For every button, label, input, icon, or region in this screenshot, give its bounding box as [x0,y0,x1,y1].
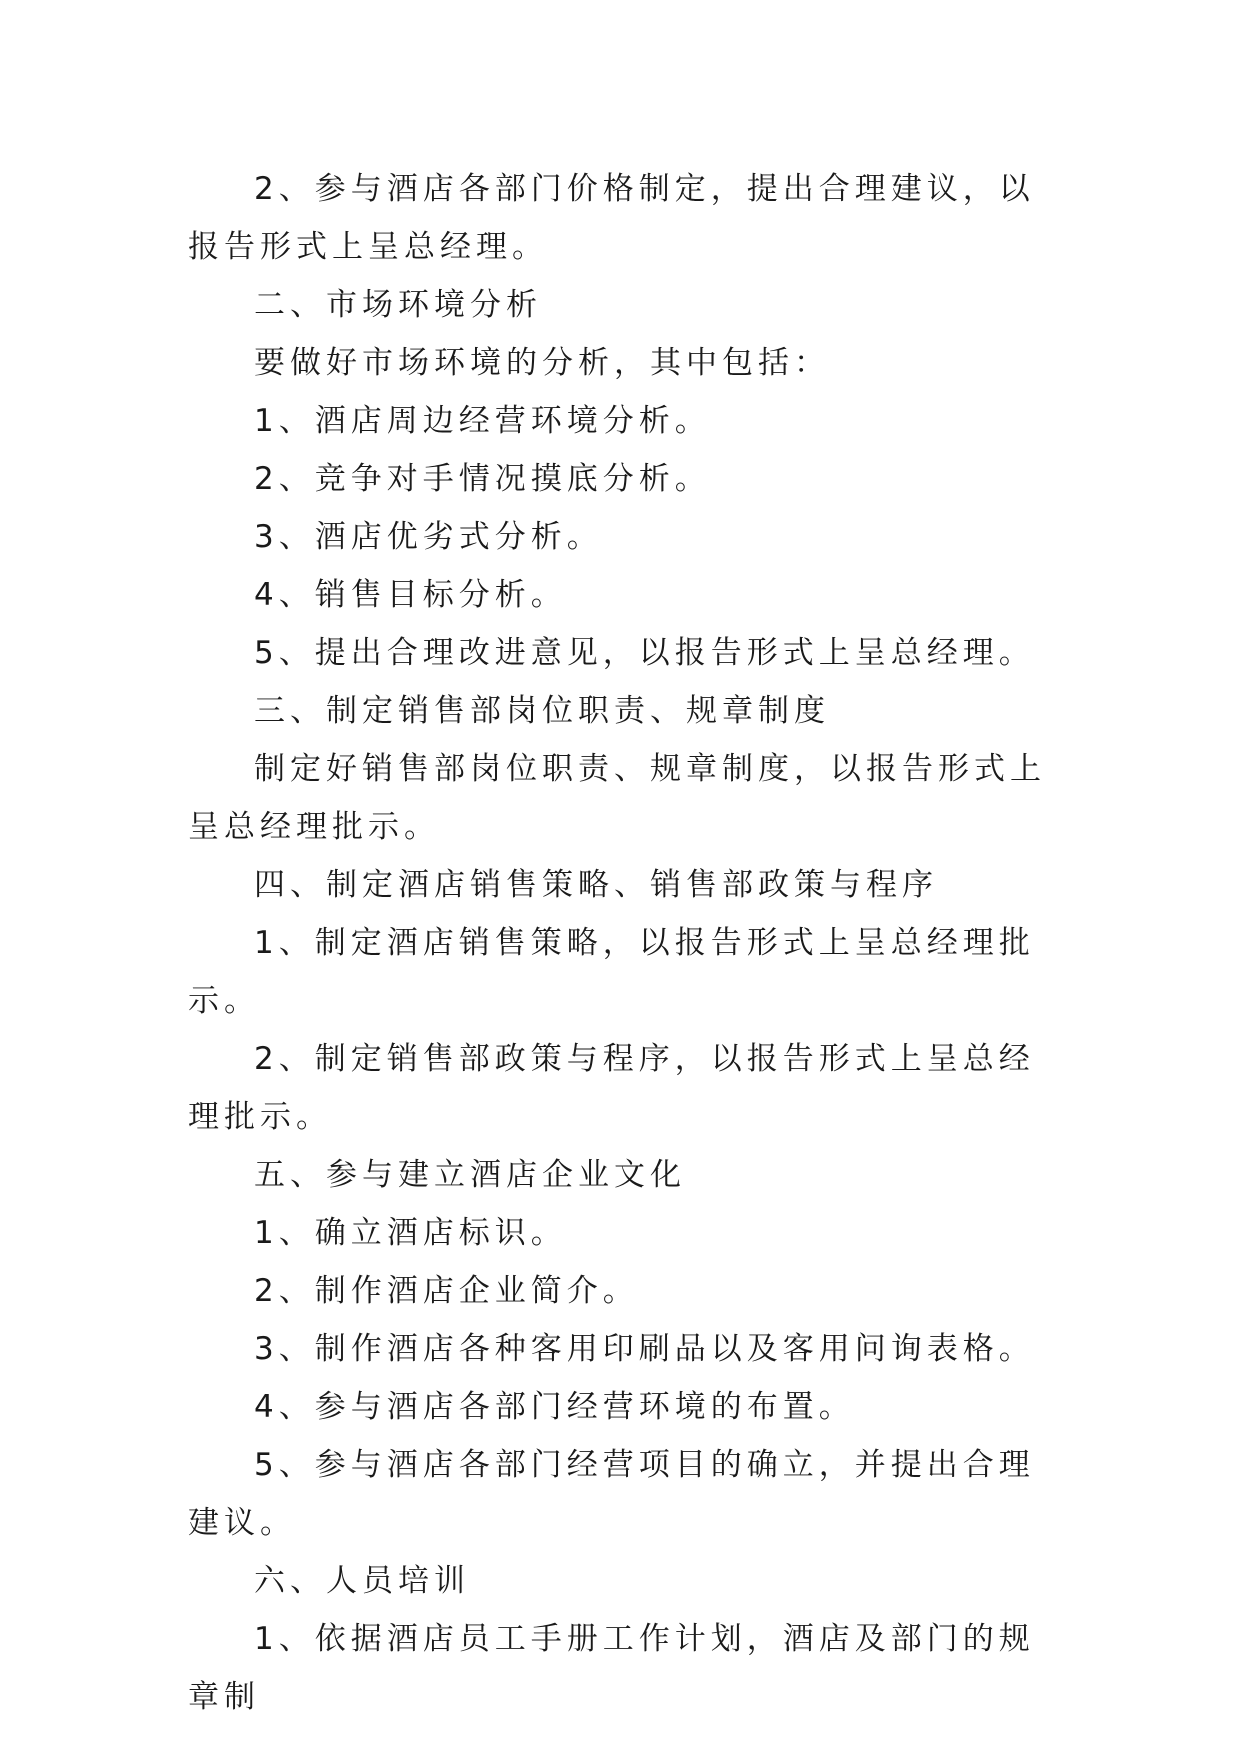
section-heading: 六、人员培训 [254,1563,470,1599]
section-heading: 三、制定销售部岗位职责、规章制度 [254,693,830,729]
list-item: 1、酒店周边经营环境分析。 [254,403,711,439]
list-item: 2、制定销售部政策与程序，以报告形式上呈总经理批示。 [188,1041,1035,1135]
section-heading: 四、制定酒店销售策略、销售部政策与程序 [254,867,938,903]
list-item: 1、确立酒店标识。 [254,1215,567,1251]
paragraph: 要做好市场环境的分析，其中包括： [254,345,830,381]
list-item: 4、销售目标分析。 [254,577,567,613]
document-body [188,160,1068,1726]
list-item: 5、参与酒店各部门经营项目的确立，并提出合理建议。 [188,1447,1035,1541]
section-heading: 二、市场环境分析 [254,287,542,323]
list-item: 1、依据酒店员工手册工作计划，酒店及部门的规章制 [188,1621,1035,1715]
list-item: 1、制定酒店销售策略，以报告形式上呈总经理批示。 [188,925,1035,1019]
list-item: 2、竞争对手情况摸底分析。 [254,461,711,497]
list-item: 4、参与酒店各部门经营环境的布置。 [254,1389,855,1425]
list-item: 5、提出合理改进意见，以报告形式上呈总经理。 [254,635,1035,671]
list-item: 3、酒店优劣式分析。 [254,519,603,555]
paragraph: 2、参与酒店各部门价格制定，提出合理建议，以报告形式上呈总经理。 [188,171,1035,265]
paragraph: 制定好销售部岗位职责、规章制度，以报告形式上呈总经理批示。 [188,751,1046,845]
list-item: 3、制作酒店各种客用印刷品以及客用问询表格。 [254,1331,1035,1367]
list-item: 2、制作酒店企业简介。 [254,1273,639,1309]
section-heading: 五、参与建立酒店企业文化 [254,1157,686,1193]
